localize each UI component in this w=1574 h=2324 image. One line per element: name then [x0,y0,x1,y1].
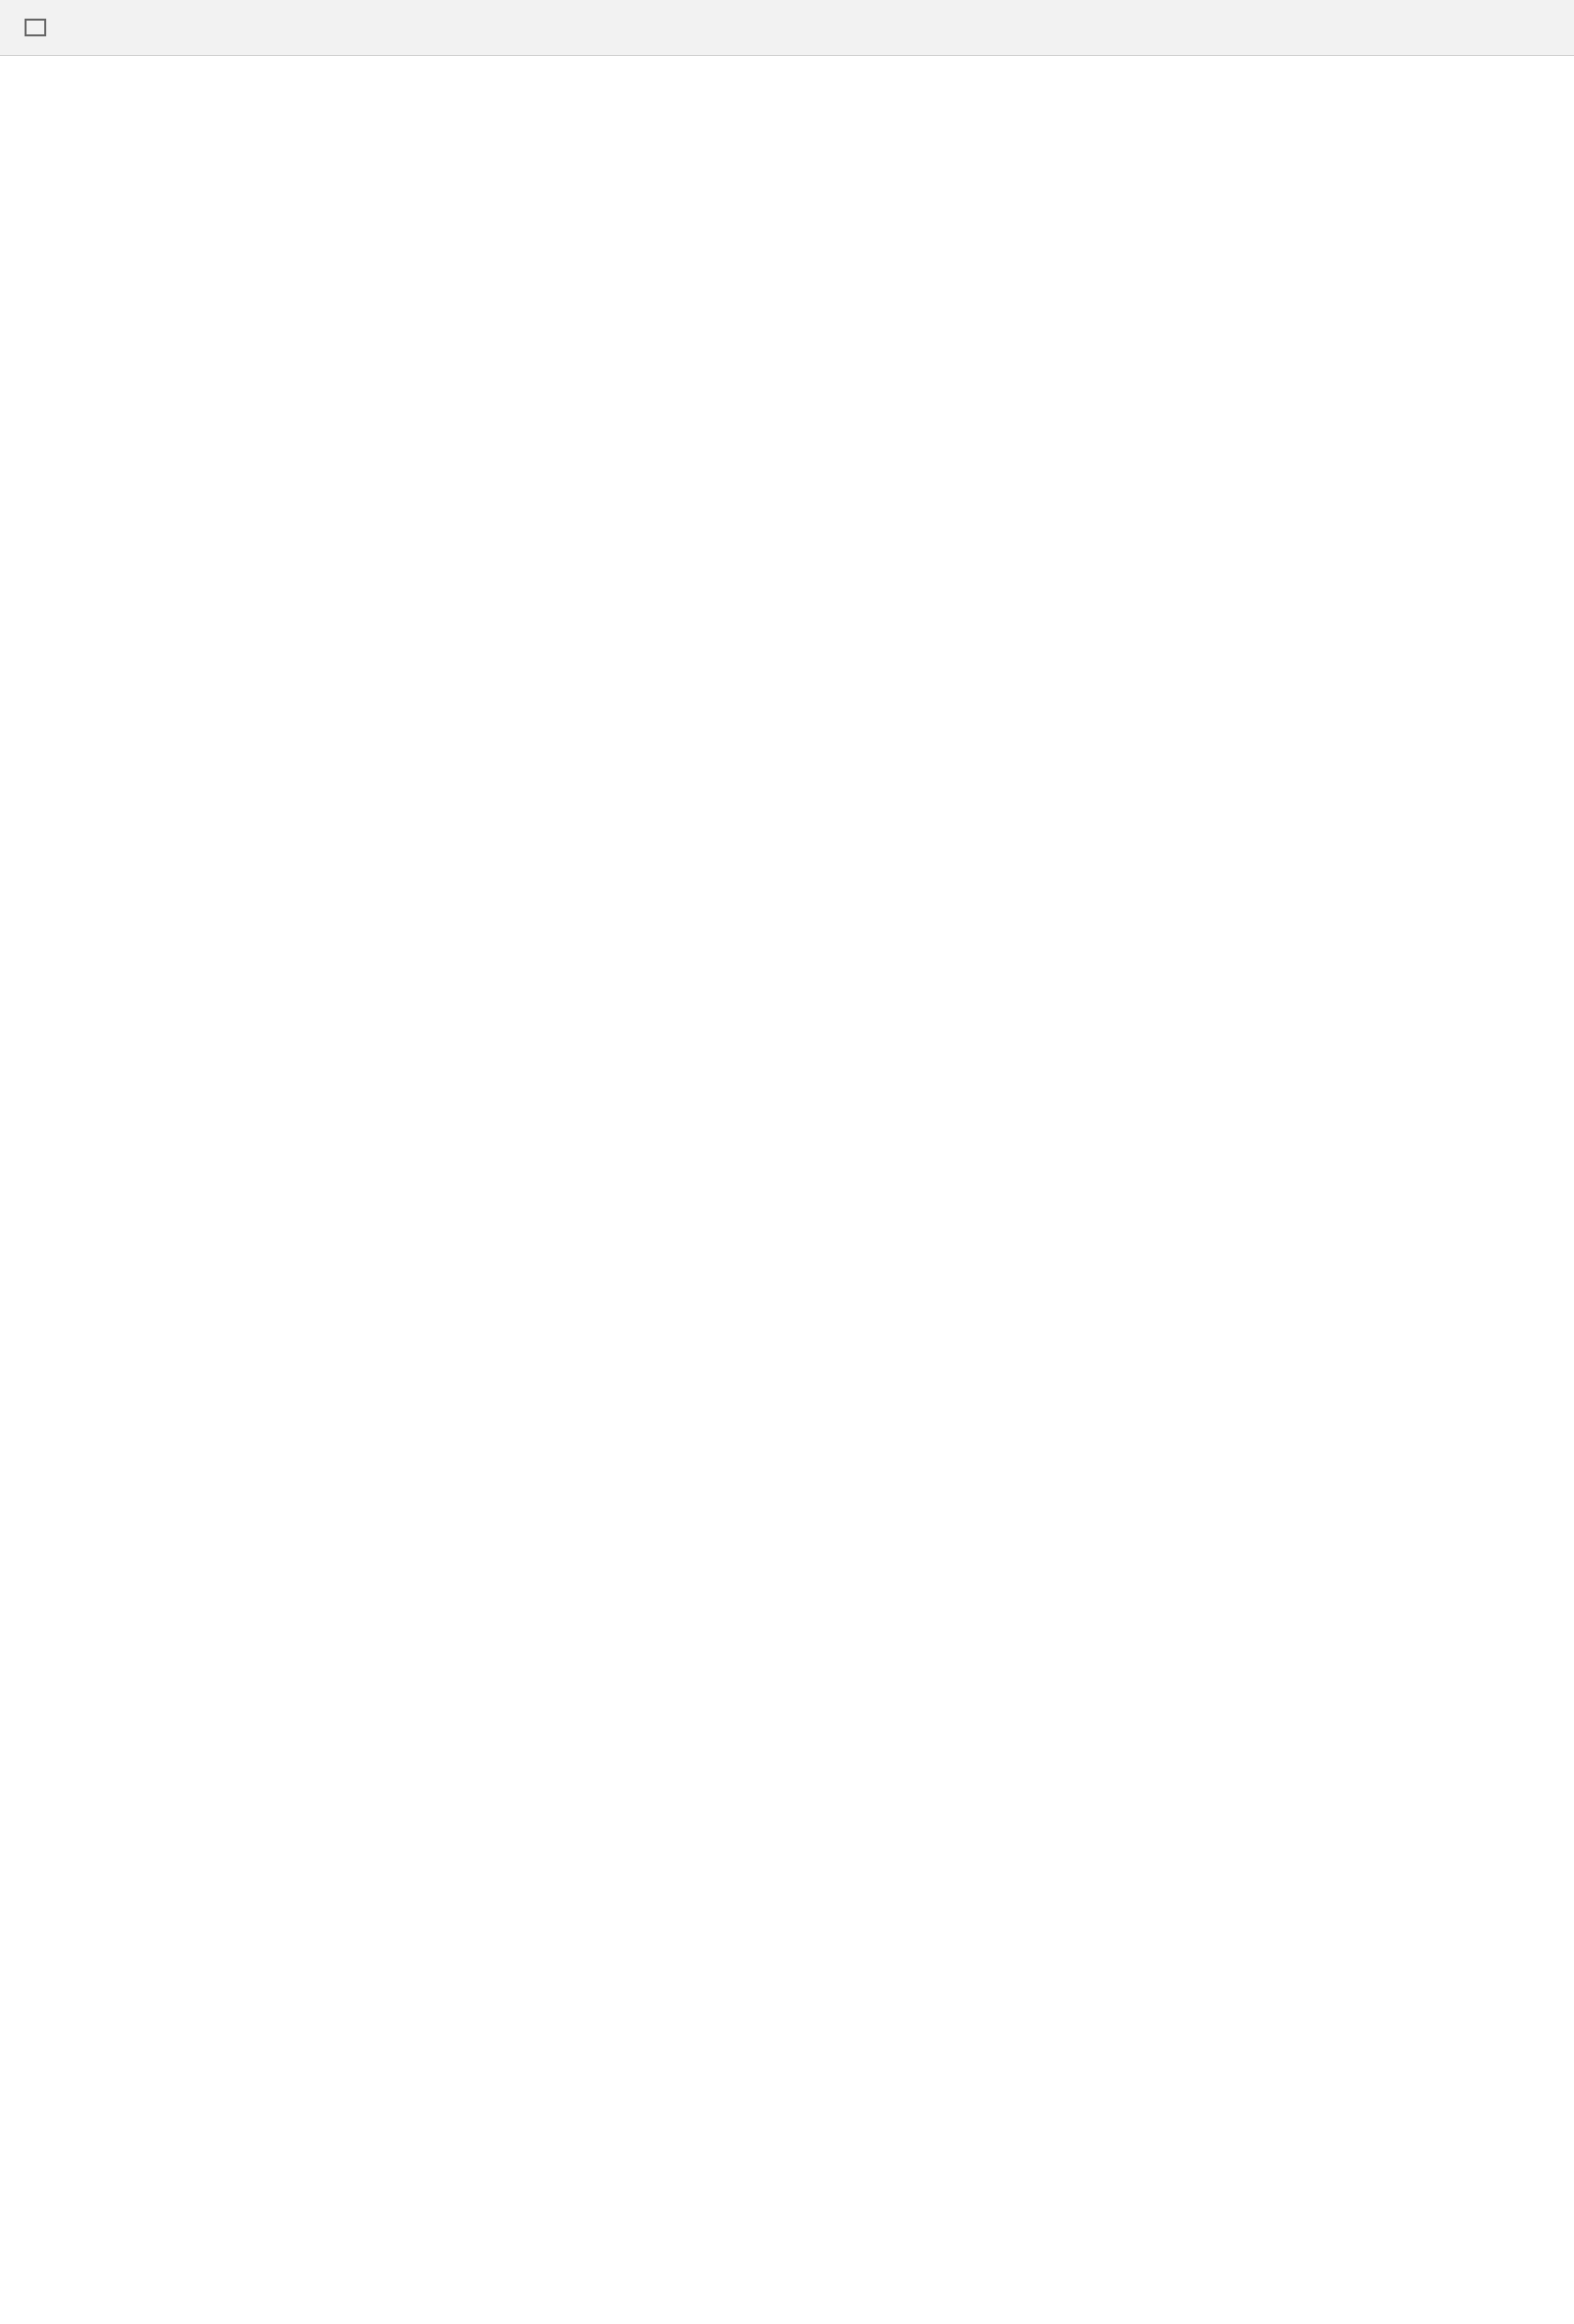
window-icon [24,16,47,39]
title-bar [0,0,1574,56]
main-content [0,56,1574,2324]
